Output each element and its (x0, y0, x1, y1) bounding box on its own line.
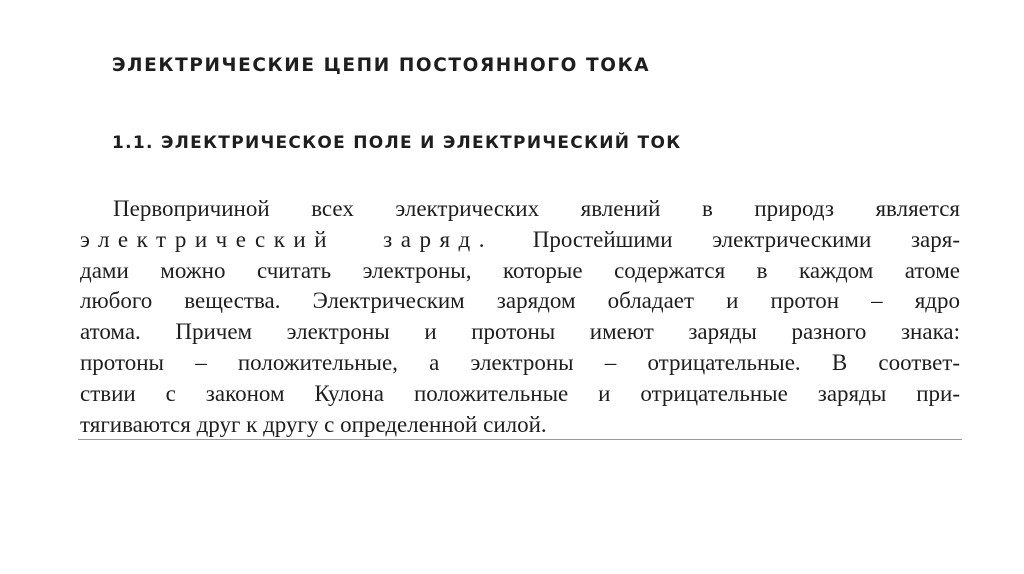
paragraph-line-3: дами можно считать электроны, которые содержатся в каждом атоме (80, 257, 960, 283)
section-title: 1.1. ЭЛЕКТРИЧЕСКОЕ ПОЛЕ И ЭЛЕКТРИЧЕСКИЙ ТОК (112, 133, 682, 153)
paragraph-line-2 (80, 225, 960, 256)
emphasized-term: электрический заряд. (80, 226, 494, 252)
divider-rule (78, 439, 962, 440)
chapter-title: ЭЛЕКТРИЧЕСКИЕ ЦЕПИ ПОСТОЯННОГО ТОКА (112, 55, 651, 76)
paragraph-line-1: Первопричиной всех электрических явлений в природз является (113, 196, 960, 221)
paragraph-line-7: ствии с законом Кулона положительные и отрицательные заряды при- (80, 380, 960, 406)
paragraph-line-5: атома. Причем электроны и протоны имеют заряды разного знака: (80, 319, 960, 345)
paragraph-line-6: протоны – положительные, а электроны – отрицательные. В соответ- (80, 349, 960, 375)
paragraph-line-2-rest: Простейшими электрическими заря- (532, 226, 961, 252)
paragraph-line-8: тягиваются друг к другу с определенной силой. (80, 411, 547, 437)
paragraph-line-4: любого вещества. Электрическим зарядом обладает и протон – ядро (80, 288, 960, 314)
body-paragraph (80, 194, 960, 440)
